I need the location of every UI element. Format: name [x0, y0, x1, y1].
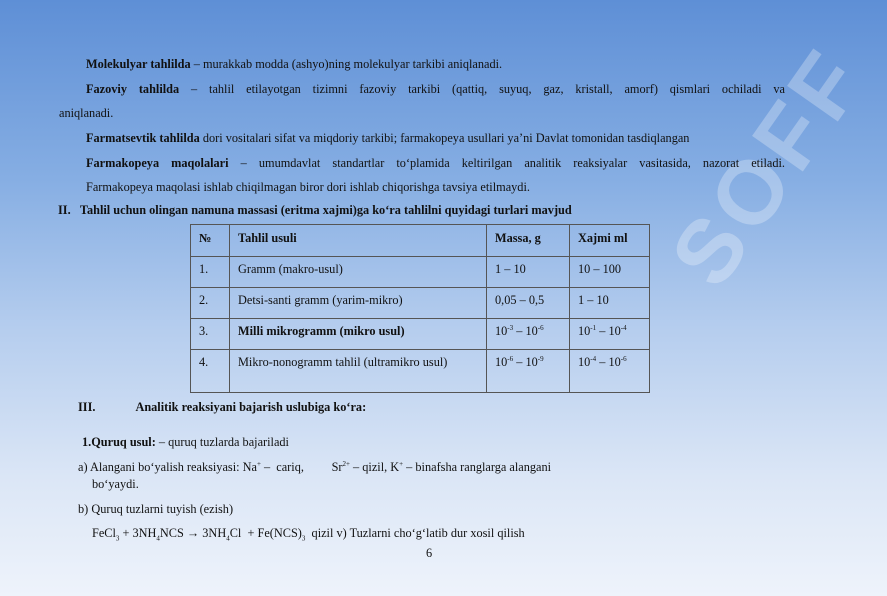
- flame-coloring-cont: bo‘yaydi.: [92, 477, 139, 491]
- header-number: №: [191, 225, 230, 257]
- row-number: 3.: [191, 319, 230, 350]
- dry-method-heading: 1.Quruq usul: – quruq tuzlarda bajariladi: [82, 435, 289, 449]
- row-mass: 1 – 10: [487, 257, 570, 288]
- row-number: 1.: [191, 257, 230, 288]
- row-number: 4.: [191, 350, 230, 393]
- flame-coloring-line: a) Alangani bo‘yalish reaksiyasi: Na+ – cariq, $Sr^{2+}$ – qizil, K+ – binafsha ranglarga alangani: [78, 459, 552, 474]
- grinding-line: b) Quruq tuzlarni tuyish (ezish): [78, 502, 234, 516]
- page-number: 6: [426, 546, 433, 560]
- header-method: Tahlil usuli: [230, 225, 487, 257]
- paragraph-pharmacopeia-note: Farmakopeya maqolasi ishlab chiqilmagan biror dori ishlab chiqorishga tavsiya etilmaydi.: [86, 180, 530, 194]
- row-volume: 10 – 100: [570, 257, 650, 288]
- section-3-heading: III. Analitik reaksiyani bajarish uslubiga ko‘ra:: [78, 400, 367, 414]
- row-volume: 1 – 10: [570, 288, 650, 319]
- paragraph-pharma: Farmatsevtik tahlilda dori vositalari sifat va miqdoriy tarkibi; farmakopeya usullari ya’ni Davlat tomonidan tasdiqlangan: [86, 131, 690, 145]
- table-header-row: [191, 225, 650, 257]
- row-method: Gramm (makro-usul): [230, 257, 487, 288]
- section-2-heading: II. Tahlil uchun olingan namuna massasi (eritma xajmi)ga ko‘ra tahlilni quyidagi turlari mavjud: [58, 203, 572, 217]
- row-mass: 0,05 – 0,5: [487, 288, 570, 319]
- row-method: Milli mikrogramm (mikro usul): [230, 319, 487, 350]
- table-row: [191, 257, 650, 288]
- row-method: Detsi-santi gramm (yarim-mikro): [230, 288, 487, 319]
- header-mass: Massa, g: [487, 225, 570, 257]
- paragraph-pharmacopeia: Farmakopeya maqolalari – umumdavlat standartlar to‘plamida keltirilgan analitik reaksiyalar vasitasida, nazorat etiladi.: [86, 156, 785, 170]
- paragraph-molecular: Molekulyar tahlilda – murakkab modda (ashyo)ning molekulyar tarkibi aniqlanadi.: [86, 57, 503, 71]
- table-row: [191, 288, 650, 319]
- header-volume: Xajmi ml: [570, 225, 650, 257]
- analysis-types-table: [190, 224, 650, 393]
- row-volume: $10^{-4} - 10^{-6}$: [570, 350, 650, 393]
- row-mass: $10^{-6} - 10^{-9}$: [487, 350, 570, 393]
- table-row: [191, 350, 650, 393]
- row-method: Mikro-nonogramm tahlil (ultramikro usul): [230, 350, 487, 393]
- paragraph-spatial: Fazoviy tahlilda – tahlil etilayotgan tizimni fazoviy tarkibi (qattiq, suyuq, gaz, kristall, amorf) qismlari ochiladi va: [86, 82, 786, 96]
- row-volume: $10^{-1} - 10^{-4}$: [570, 319, 650, 350]
- table-row: [191, 319, 650, 350]
- paragraph-spatial-cont: aniqlanadi.: [59, 106, 114, 120]
- row-number: 2.: [191, 288, 230, 319]
- watermark: SOFF: [652, 30, 886, 305]
- reaction-equation: FeCl$_3$ + $3NH_4NCS \to 3NH_4Cl + Fe(NCS)_3$ qizil v) Tuzlarni cho‘g‘latib dur xosil qilish: [92, 526, 525, 543]
- row-mass: $10^{-3} - 10^{-6}$: [487, 319, 570, 350]
